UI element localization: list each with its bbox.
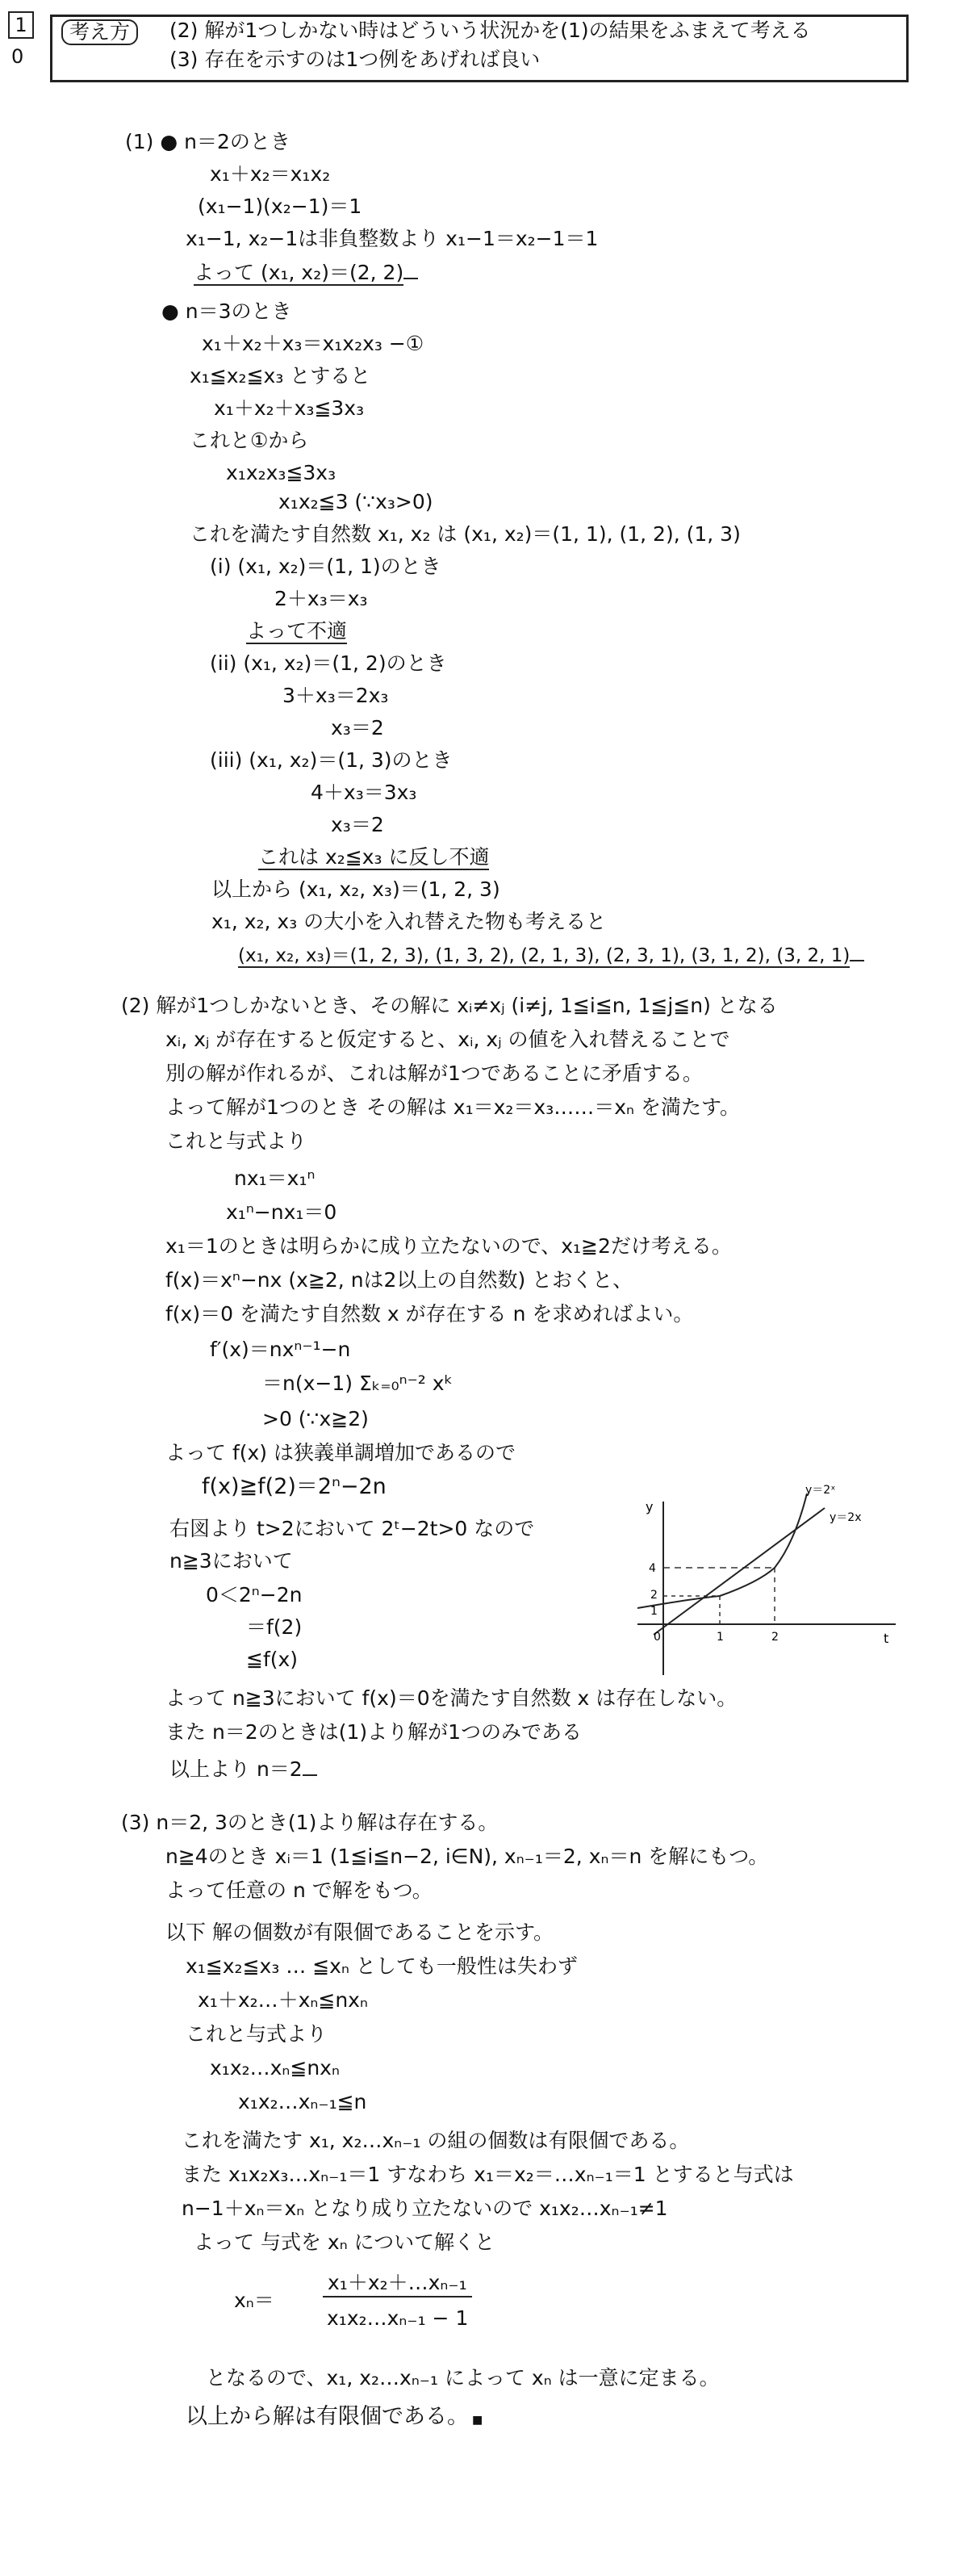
- p1-line: よって (x₁, x₂)＝(2, 2): [194, 260, 418, 286]
- p1-line: x₃＝2: [331, 716, 384, 739]
- p3-line: x₁≦x₂≦x₃ … ≦xₙ としても一般性は失わず: [186, 1954, 578, 1978]
- graph-origin: 0: [654, 1631, 661, 1644]
- p1-line: 3＋x₃＝2x₃: [282, 684, 389, 707]
- p3-line: n−1＋xₙ＝xₙ となり成り立たないので x₁x₂…xₙ₋₁≠1: [182, 2197, 668, 2220]
- p3-formula-denominator: x₁x₂…xₙ₋₁ − 1: [327, 2306, 469, 2330]
- p2-line: これと与式より: [165, 1129, 307, 1153]
- graph-label-2pow: y＝2ˣ: [805, 1484, 836, 1497]
- p3-line: これを満たす x₁, x₂…xₙ₋₁ の組の個数は有限個である。: [182, 2129, 690, 2152]
- graph-label-2x: y＝2x: [830, 1511, 862, 1524]
- p1-line: (ii) (x₁, x₂)＝(1, 2)のとき: [210, 651, 447, 675]
- p2-line: よって n≧3において f(x)＝0を満たす自然数 x は存在しない。: [165, 1686, 738, 1710]
- graph-tick-x1: 1: [717, 1631, 724, 1644]
- p1-line: x₁≦x₂≦x₃ とすると: [190, 364, 371, 387]
- p2-line: >0 (∵x≧2): [262, 1407, 369, 1430]
- p2-line: ＝f(2): [246, 1615, 303, 1639]
- p3-line: となるので、x₁, x₂…xₙ₋₁ によって xₙ は一意に定まる。: [206, 2366, 720, 2390]
- p1-line: x₁x₂x₃≦3x₃: [226, 461, 336, 484]
- p1-line: x₁＋x₂＝x₁x₂: [210, 162, 331, 186]
- hint-label: 考え方: [61, 19, 138, 45]
- graph-tick-y2: 2: [650, 1589, 658, 1602]
- p2-line: 別の解が作れるが、これは解が1つであることに矛盾する。: [165, 1062, 703, 1085]
- graph-tick-y4: 4: [649, 1562, 656, 1575]
- p3-line: n≧4のとき xᵢ＝1 (1≦i≦n−2, i∈N), xₙ₋₁＝2, xₙ＝n を解にもつ。: [165, 1845, 769, 1868]
- p1-line: x₁＋x₂＋x₃≦3x₃: [214, 396, 365, 420]
- p1-line: (x₁−1)(x₂−1)＝1: [198, 195, 362, 218]
- p1-line: 4＋x₃＝3x₃: [311, 781, 417, 804]
- problem-number: 1: [8, 11, 34, 39]
- p3-line: x₁x₂…xₙ≦nxₙ: [210, 2056, 340, 2080]
- p2-line: x₁ⁿ−nx₁＝0: [226, 1200, 337, 1224]
- p2-line: また n＝2のときは(1)より解が1つのみである: [165, 1720, 583, 1744]
- p1-line: これと①から: [190, 429, 309, 452]
- p3-formula-lhs: xₙ＝: [234, 2289, 274, 2312]
- p3-line: x₁x₂…xₙ₋₁≦n: [238, 2090, 367, 2113]
- graph-xlabel: t: [884, 1631, 889, 1646]
- p2-line: よって f(x) は狭義単調増加であるので: [165, 1441, 516, 1464]
- p3-formula-numerator: x₁＋x₂＋…xₙ₋₁: [323, 2270, 472, 2297]
- p2-line: n≧3において: [169, 1549, 293, 1573]
- p1-line: x₁, x₂, x₃ の大小を入れ替えた物も考えると: [211, 910, 607, 933]
- p3-line: (3) n＝2, 3のとき(1)より解は存在する。: [121, 1811, 499, 1834]
- p2-line: f(x)＝xⁿ−nx (x≧2, nは2以上の自然数) とおくと、: [165, 1268, 633, 1292]
- p1-answer: (x₁, x₂, x₃)＝(1, 2, 3), (1, 3, 2), (2, 1, 3), (2, 3, 1), (3, 1, 2), (3, 2, 1): [238, 943, 864, 969]
- problem-sub: 0: [11, 45, 24, 68]
- p2-line: 0＜2ⁿ−2n: [206, 1583, 303, 1606]
- p2-line: f(x)≧f(2)＝2ⁿ−2n: [202, 1474, 387, 1499]
- p3-line: また x₁x₂x₃…xₙ₋₁＝1 すなわち x₁＝x₂＝…xₙ₋₁＝1 とすると与式は: [182, 2163, 794, 2186]
- p3-line: x₁＋x₂…＋xₙ≦nxₙ: [198, 1988, 368, 2012]
- graph-2x-vs-2x: [629, 1469, 904, 1687]
- p1-line: (iii) (x₁, x₂)＝(1, 3)のとき: [210, 748, 453, 772]
- graph-tick-y1: 1: [650, 1605, 658, 1618]
- p2-line: ≦f(x): [246, 1648, 299, 1671]
- graph-tick-x2: 2: [771, 1631, 779, 1644]
- p1-line: これは x₂≦x₃ に反し不適: [258, 845, 490, 869]
- p1-line: よって不適: [246, 619, 348, 643]
- p3-line: 以下 解の個数が有限個であることを示す。: [165, 1920, 554, 1944]
- p2-line: ＝n(x−1) Σₖ₌₀ⁿ⁻² xᵏ: [262, 1372, 453, 1395]
- p3-line: よって任意の n で解をもつ。: [165, 1879, 433, 1902]
- p3-conclusion: 以上から解は有限個である。 ■: [186, 2404, 483, 2429]
- p1-line: x₁＋x₂＋x₃＝x₁x₂x₃ −①: [202, 332, 424, 355]
- qed-mark: ■: [472, 2414, 483, 2427]
- p1-line: 以上から (x₁, x₂, x₃)＝(1, 2, 3): [211, 878, 500, 901]
- p2-line: (2) 解が1つしかないとき、その解に xᵢ≠xⱼ (i≠j, 1≦i≦n, 1≦j≦n) となる: [121, 994, 778, 1017]
- p2-line: f(x)＝0 を満たす自然数 x が存在する n を求めればよい。: [165, 1302, 694, 1326]
- p2-line: f′(x)＝nxⁿ⁻¹−n: [210, 1338, 351, 1361]
- line-2x: [654, 1508, 825, 1635]
- p1-line: これを満たす自然数 x₁, x₂ は (x₁, x₂)＝(1, 1), (1, 2), (1, 3): [190, 522, 741, 546]
- p1-line: 2＋x₃＝x₃: [274, 587, 368, 610]
- p2-line: よって解が1つのとき その解は x₁＝x₂＝x₃……＝xₙ を満たす。: [165, 1095, 740, 1119]
- p3-line: よって 与式を xₙ について解くと: [194, 2230, 495, 2254]
- p2-line: nx₁＝x₁ⁿ: [234, 1167, 316, 1190]
- p1-line: x₁−1, x₂−1は非負整数より x₁−1＝x₂−1＝1: [186, 227, 599, 250]
- p2-line: 右図より t>2において 2ᵗ−2t>0 なので: [169, 1517, 535, 1540]
- p1-line: (1) ● n＝2のとき: [125, 130, 290, 153]
- p1-line: (i) (x₁, x₂)＝(1, 1)のとき: [210, 555, 441, 578]
- p3-line: これと与式より: [186, 2022, 328, 2046]
- p2-line: xᵢ, xⱼ が存在すると仮定すると、xᵢ, xⱼ の値を入れ替えることで: [165, 1028, 730, 1051]
- hint-line-2: (3) 存在を示すのは1つ例をあげれば良い: [169, 48, 541, 71]
- hint-line-1: (2) 解が1つしかない時はどういう状況かを(1)の結果をふまえて考える: [169, 19, 811, 42]
- p1-line: x₃＝2: [331, 813, 384, 836]
- p1-line: x₁x₂≦3 (∵x₃>0): [278, 490, 433, 513]
- graph-ylabel: y: [646, 1499, 654, 1514]
- p2-line: x₁＝1のときは明らかに成り立たないので、x₁≧2だけ考える。: [165, 1234, 732, 1258]
- p1-line: ● n＝3のとき: [161, 299, 292, 323]
- p2-answer: 以上より n＝2: [169, 1757, 317, 1782]
